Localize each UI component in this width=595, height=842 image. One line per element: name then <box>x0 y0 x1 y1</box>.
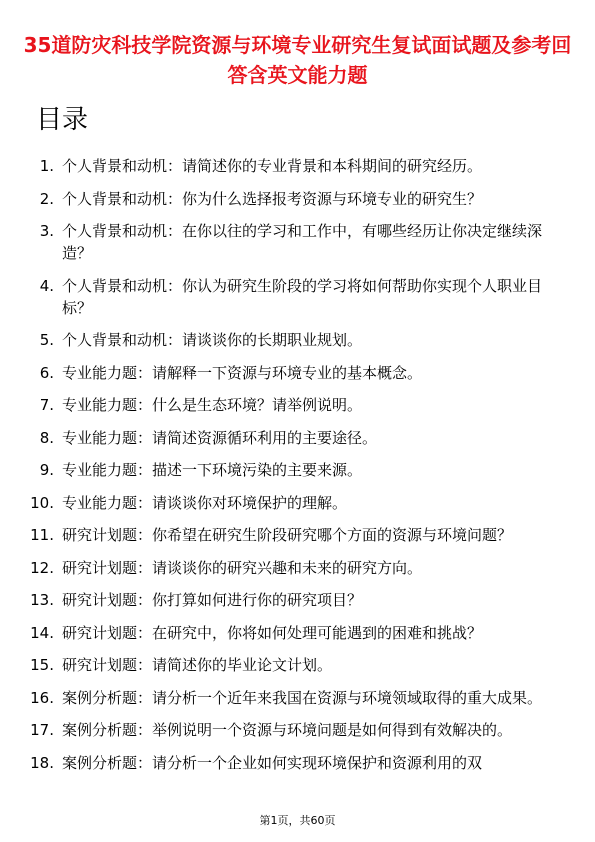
toc-item-number: 11. <box>30 526 54 544</box>
toc-item-number: 7. <box>39 396 54 414</box>
toc-item-text: 专业能力题：描述一下环境污染的主要来源。 <box>62 461 363 479</box>
document-title: 35道防灾科技学院资源与环境专业研究生复试面试题及参考回答含英文能力题 <box>23 33 572 87</box>
toc-item-text: 研究计划题：在研究中，你将如何处理可能遇到的困难和挑战？ <box>62 623 483 642</box>
toc-list <box>0 155 595 784</box>
toc-item-number: 1. <box>39 157 54 175</box>
toc-item[interactable] <box>0 622 595 644</box>
toc-item-number: 17. <box>30 721 54 739</box>
toc-item-number: 3. <box>39 222 54 240</box>
toc-item[interactable] <box>0 524 595 546</box>
toc-item[interactable] <box>0 275 595 319</box>
toc-item[interactable] <box>0 362 595 384</box>
toc-item-text: 案例分析题：请分析一个企业如何实现环境保护和资源利用的双 <box>62 753 483 772</box>
toc-item[interactable] <box>0 394 595 416</box>
toc-item-number: 15. <box>30 656 54 674</box>
toc-item[interactable] <box>0 188 595 210</box>
toc-item-text: 研究计划题：请简述你的毕业论文计划。 <box>62 656 333 674</box>
toc-item-text: 研究计划题：你打算如何进行你的研究项目？ <box>62 591 363 609</box>
toc-item-text: 个人背景和动机：你认为研究生阶段的学习将如何帮助你实现个人职业目标？ <box>62 276 543 317</box>
toc-item-number: 16. <box>30 688 54 707</box>
toc-item[interactable] <box>0 687 595 709</box>
toc-item-text: 个人背景和动机：你为什么选择报考资源与环境专业的研究生？ <box>62 189 483 208</box>
toc-item[interactable] <box>0 654 595 676</box>
toc-item-text: 研究计划题：请谈谈你的研究兴趣和未来的研究方向。 <box>62 558 423 577</box>
toc-item-number: 12. <box>30 558 54 577</box>
toc-item-number: 6. <box>39 363 54 382</box>
toc-item[interactable] <box>0 557 595 579</box>
toc-item-number: 18. <box>30 753 54 772</box>
toc-item[interactable] <box>0 589 595 611</box>
toc-item-text: 专业能力题：什么是生态环境？请举例说明。 <box>62 396 363 414</box>
toc-heading: 目录 <box>36 105 89 135</box>
toc-item[interactable] <box>0 220 595 264</box>
toc-item-text: 个人背景和动机：请简述你的专业背景和本科期间的研究经历。 <box>62 157 483 175</box>
toc-item-text: 个人背景和动机：请谈谈你的长期职业规划。 <box>62 331 363 349</box>
toc-item-number: 8. <box>39 428 54 447</box>
toc-item-text: 研究计划题：你希望在研究生阶段研究哪个方面的资源与环境问题？ <box>62 526 513 544</box>
toc-item-text: 专业能力题：请解释一下资源与环境专业的基本概念。 <box>62 363 423 382</box>
toc-item[interactable] <box>0 492 595 514</box>
toc-item-text: 案例分析题：请分析一个近年来我国在资源与环境领域取得的重大成果。 <box>62 688 543 707</box>
toc-item-number: 5. <box>39 331 54 349</box>
toc-item-number: 14. <box>30 623 54 642</box>
toc-item-number: 9. <box>39 461 54 479</box>
toc-item[interactable] <box>0 329 595 351</box>
page-footer: 第1页，共60页 <box>259 814 336 827</box>
toc-item-number: 4. <box>39 276 54 295</box>
toc-item-text: 专业能力题：请简述资源循环利用的主要途径。 <box>62 428 378 447</box>
toc-item-number: 10. <box>30 493 54 512</box>
toc-item-number: 13. <box>30 591 54 609</box>
toc-item-text: 案例分析题：举例说明一个资源与环境问题是如何得到有效解决的。 <box>62 721 513 739</box>
toc-item[interactable] <box>0 459 595 481</box>
toc-item-number: 2. <box>39 189 54 208</box>
toc-item-text: 专业能力题：请谈谈你对环境保护的理解。 <box>62 493 348 512</box>
toc-item[interactable] <box>0 427 595 449</box>
toc-item[interactable] <box>0 155 595 177</box>
toc-item[interactable] <box>0 719 595 741</box>
toc-item[interactable] <box>0 752 595 774</box>
toc-item-text: 个人背景和动机：在你以往的学习和工作中，有哪些经历让你决定继续深造？ <box>62 222 543 262</box>
